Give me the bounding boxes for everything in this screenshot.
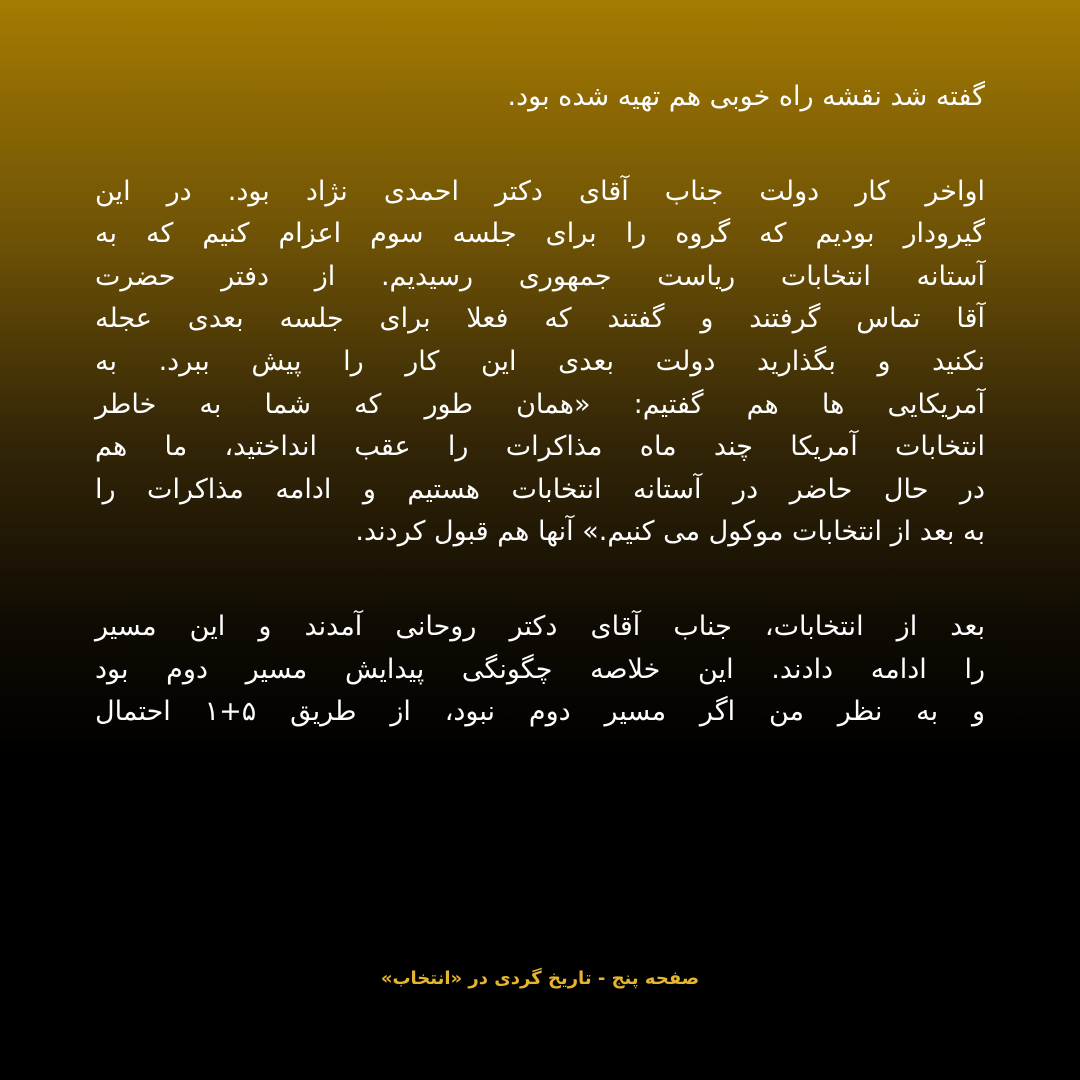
article-body [95,76,985,734]
text-line: گفته شد نقشه راه خوبی هم تهیه شده بود. [507,81,985,112]
paragraph-3 [95,606,985,734]
text-line: نکنید و بگذارید دولت بعدی این کار را پیش ببرد. به [95,345,985,377]
text-line: اواخر کار دولت جناب آقای دکتر احمدی نژاد بود. در این [95,175,985,207]
text-line: آقا تماس گرفتند و گفتند که فعلا برای جلسه بعدی عجله [95,303,985,335]
paragraph-2 [95,171,985,554]
paragraph-1 [95,76,985,119]
text-line: انتخابات آمریکا چند ماه مذاکرات را عقب انداختید، ما هم [95,431,985,463]
text-line: در حال حاضر در آستانه انتخابات هستیم و ادامه مذاکرات را [95,473,985,505]
text-line: به بعد از انتخابات موکول می کنیم.» آنها هم قبول کردند. [355,516,985,548]
text-line: گیرودار بودیم که گروه را برای جلسه سوم اعزام کنیم که به [95,218,985,250]
page-footer: صفحه پنج - تاریخ گردی در «انتخاب» [380,968,700,989]
text-line: بعد از انتخابات، جناب آقای دکتر روحانی آمدند و این مسیر [95,610,985,642]
text-line: و به نظر من اگر مسیر دوم نبود، از طریق ۵+۱ احتمال [95,696,986,728]
text-line: آستانه انتخابات ریاست جمهوری رسیدیم. از دفتر حضرت [95,260,985,292]
text-line: را ادامه دادند. این خلاصه چگونگی پیدایش مسیر دوم بود [95,653,985,685]
text-line: آمریکایی ها هم گفتیم: «همان طور که شما به خاطر [95,388,985,420]
